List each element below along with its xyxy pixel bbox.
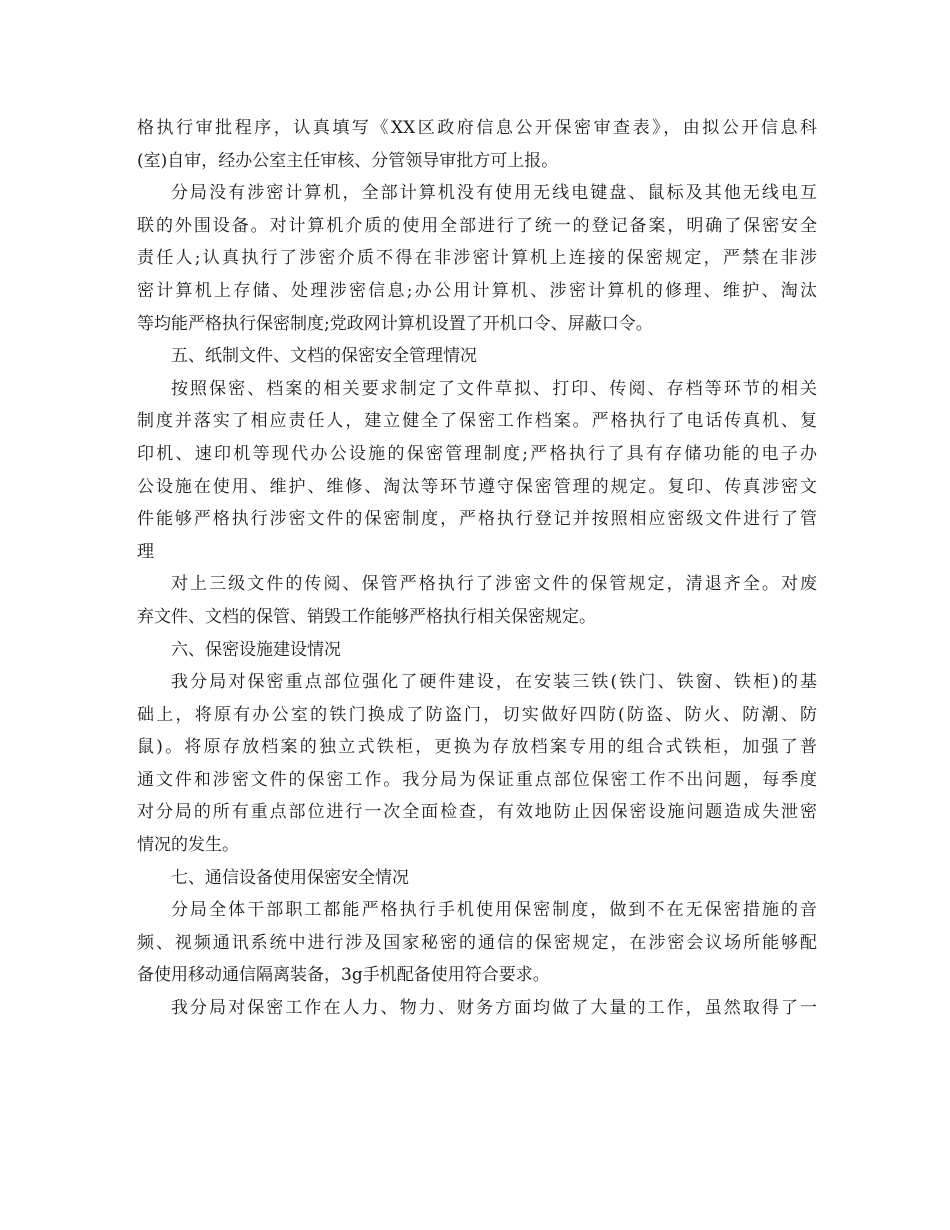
paragraph-approval-procedure	[137, 112, 817, 177]
text-line: 对上三级文件的传阅、保管严格执行了涉密文件的保管规定，清退齐全。对废	[171, 574, 817, 595]
text-line: 我分局对保密工作在人力、物力、财务方面均做了大量的工作，虽然取得了一	[171, 998, 817, 1019]
text-line: 格执行审批程序，认真填写《XX区政府信息公开保密审查表》，由拟公开信息科	[137, 118, 817, 138]
section-heading: 六、保密设施建设情况	[171, 639, 341, 660]
text-line: 础上，将原有办公室的铁门换成了防盗门，切实做好四防(防盗、防火、防潮、防	[137, 704, 817, 725]
document-page	[137, 112, 817, 1025]
text-line: 分局没有涉密计算机，全部计算机没有使用无线电键盘、鼠标及其他无线电互	[171, 183, 817, 204]
paragraph-facilities	[137, 666, 817, 862]
text-line: 按照保密、档案的相关要求制定了文件草拟、打印、传阅、存档等环节的相关	[171, 378, 817, 399]
section-heading: 七、通信设备使用保密安全情况	[171, 867, 409, 888]
paragraph-summary	[137, 992, 817, 1025]
text-line: 备使用移动通信隔离装备，3g手机配备使用符合要求。	[137, 965, 550, 986]
text-line: 责任人;认真执行了涉密介质不得在非涉密计算机上连接的保密规定，严禁在非涉	[137, 248, 817, 269]
text-line: 频、视频通讯系统中进行涉及国家秘密的通信的保密规定，在涉密会议场所能够配	[137, 932, 817, 953]
text-line: 鼠)。将原存放档案的独立式铁柜，更换为存放档案专用的组合式铁柜，加强了普	[137, 737, 817, 758]
text-line: 等均能严格执行保密制度;党政网计算机设置了开机口令、屏蔽口令。	[137, 313, 653, 334]
text-line: 理	[137, 541, 154, 562]
paragraph-paper-documents	[137, 373, 817, 569]
text-line: (室)自审，经办公室主任审核、分管领导审批方可上报。	[137, 150, 559, 171]
text-line: 制度并落实了相应责任人，建立健全了保密工作档案。严格执行了电话传真机、复	[137, 411, 817, 432]
paragraph-upper-level-files	[137, 568, 817, 633]
text-line: 我分局对保密重点部位强化了硬件建设，在安装三铁(铁门、铁窗、铁柜)的基	[171, 672, 817, 693]
text-line: 公设施在使用、维护、维修、淘汰等环节遵守保密管理的规定。复印、传真涉密文	[137, 476, 817, 497]
section-heading-5	[137, 340, 817, 373]
paragraph-computer-security	[137, 177, 817, 340]
text-line: 情况的发生。	[137, 835, 239, 856]
text-line: 通文件和涉密文件的保密工作。我分局为保证重点部位保密工作不出问题，每季度	[137, 769, 817, 790]
section-heading: 五、纸制文件、文档的保密安全管理情况	[171, 346, 477, 367]
text-line: 对分局的所有重点部位进行一次全面检查，有效地防止因保密设施问题造成失泄密	[137, 802, 817, 823]
text-line: 分局全体干部职工都能严格执行手机使用保密制度，做到不在无保密措施的音	[171, 900, 817, 921]
section-heading-7	[137, 862, 817, 895]
text-line: 件能够严格执行涉密文件的保密制度，严格执行登记并按照相应密级文件进行了管	[137, 509, 817, 530]
text-line: 弃文件、文档的保管、销毁工作能够严格执行相关保密规定。	[137, 606, 596, 627]
text-line: 密计算机上存储、处理涉密信息;办公用计算机、涉密计算机的修理、维护、淘汰	[137, 280, 817, 301]
text-line: 联的外围设备。对计算机介质的使用全部进行了统一的登记备案，明确了保密安全	[137, 215, 817, 236]
text-line: 印机、速印机等现代办公设施的保密管理制度;严格执行了具有存储功能的电子办	[137, 443, 817, 464]
paragraph-communications	[137, 894, 817, 992]
section-heading-6	[137, 634, 817, 667]
